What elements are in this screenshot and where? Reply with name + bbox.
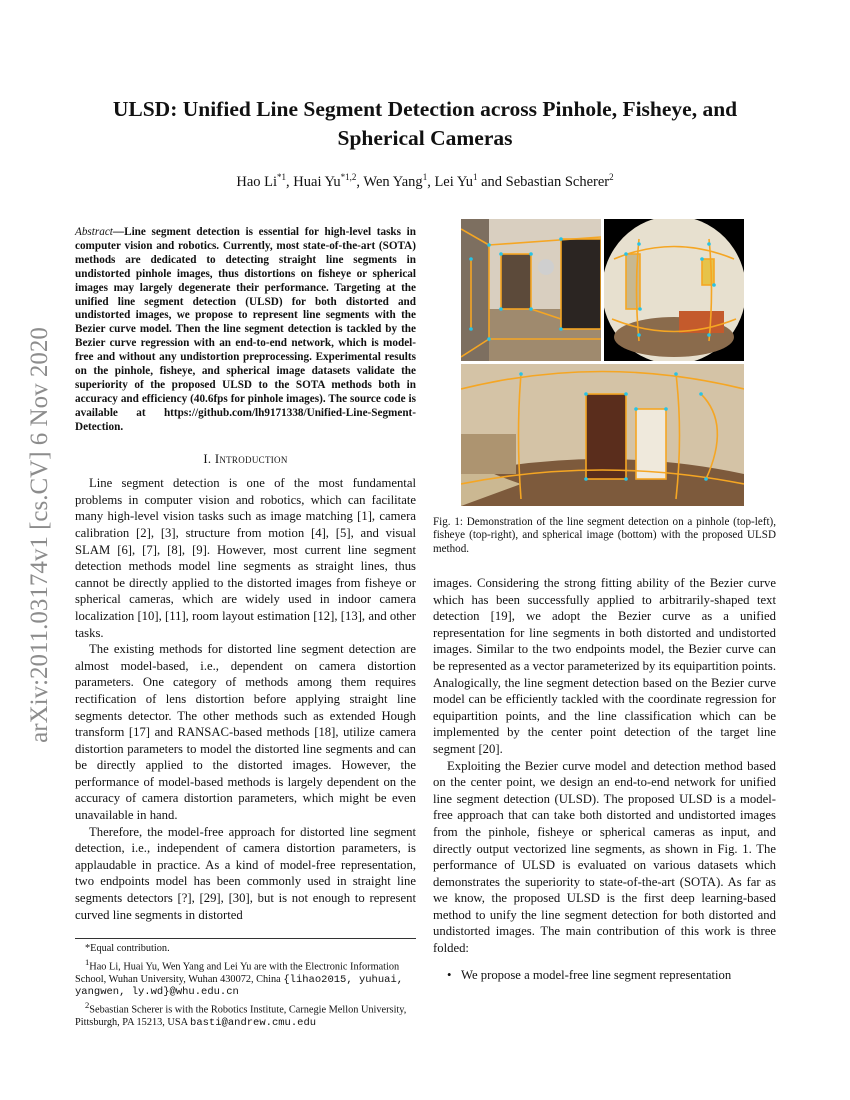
body-paragraph: images. Considering the strong fitting ability of the Bezier curve which has been successfully applied to arbitrarily-shaped text detection [19], we adopt the Bezier curve as a unified representation for line segments in both distorted and undistorted images. Similar to the two endpoints model, the Bezier curve can be represented as a vector parameterized by its equipartition points. Analogically, the line segment detection based on the Bezier curve model can be efficiently tackled with the coordinate regression for equipartition points, and the line classification which can be implemented by the center point detection of the target line segment [20]. xyxy=(433,576,776,756)
figure-1 xyxy=(461,219,744,506)
arxiv-stamp xyxy=(25,295,55,775)
footnote-sup: 1 xyxy=(85,956,90,967)
contribution-list xyxy=(433,967,776,984)
body-paragraph: Line segment detection is one of the most fundamental problems in computer vision and robotics, which can facilitate many high-level vision tasks such as image matching [1], camera calibration [2], [3], structure from motion [4], [5], and visual SLAM [6], [7], [8], [9]. However, most current line segment detection methods model line segments as straight lines, thus cannot be directly applied to the distorted images from fisheye or spherical cameras, which are widely used in indoor camera localization [10], [11], room layout estimation [12], [13], and other tasks. xyxy=(75,476,416,640)
contribution-item: • We propose a model-free line segment representation xyxy=(433,967,776,984)
footnote-affil1-text: Hao Li, Huai Yu, Wen Yang and Lei Yu are with the Electronic Information School, Wuhan University, Wuhan 430072, China xyxy=(75,961,400,985)
body-paragraph: Therefore, the model-free approach for distorted line segment detection, i.e., independent of camera distortion parameters, is applaudable in practice. As a kind of model-free representation, two endpoints model has been commonly used in straight line segments detectors [?], [29], [30], but is not enough to represent curved line segments in distorted xyxy=(75,824,416,922)
author-name: Hao Li xyxy=(236,173,278,190)
author-separator: , xyxy=(427,173,435,190)
abstract xyxy=(75,226,416,435)
author-name: Wen Yang xyxy=(363,173,423,190)
author-affil-sup: 1 xyxy=(472,172,478,182)
right-column xyxy=(433,575,776,983)
body-paragraph: Exploiting the Bezier curve model and detection method based on the center point, we design an end-to-end network for unified line segment detection (ULSD). The proposed ULSD is a model-free approach that can take both distorted and undistorted images from the pinhole, fisheye or spherical cameras as input, and directly output vectorized line segments, as shown in Fig. 1. The performance of ULSD is evaluated on various datasets which demonstrates the superiority to state-of-the-art (SOTA). As far as we know, the proposed ULSD is the first deep learning-based method to unify the line segment detection for both distorted and undistorted images. The main contribution of this work is three folded: xyxy=(433,758,776,956)
section-number: I. xyxy=(203,451,215,466)
footnote-affil1-email: {lihao2015, yuhuai, yangwen, ly.wd}@whu.edu.cn xyxy=(75,973,404,999)
abstract-dash: — xyxy=(112,226,125,238)
author-affil-sup: 2 xyxy=(609,172,614,182)
abstract-label: Abstract xyxy=(75,226,113,238)
footnote-affiliation-1 xyxy=(75,956,416,999)
body-paragraph: The existing methods for distorted line segment detection are almost model-based, i.e., dependent on camera distortion parameters. One category of methods among them requires rectification of lens distortion before applying straight line segments detector. The other methods such as extended Hough transform [17] and RANSAC-based methods [18], utilize camera distortion parameters to model the distorted line segments and can be directly applied to the distorted images. However, the performance of model-based methods is largely dependent on the accuracy of camera distortion parameters, which might be even unavailable in hand. xyxy=(75,642,416,823)
footnotes xyxy=(75,938,416,1029)
footnote-affiliation-2 xyxy=(75,999,416,1030)
author-name: Lei Yu xyxy=(434,173,473,190)
footnote-equal-contribution: *Equal contribution. xyxy=(85,943,170,954)
author-affil-sup: 1 xyxy=(422,172,428,182)
author-list xyxy=(75,172,775,191)
author-name: Sebastian Scherer xyxy=(505,173,610,190)
arxiv-stamp-text: arXiv:2011.03174v1 [cs.CV] 6 Nov 2020 xyxy=(26,327,53,743)
section-title: Introduction xyxy=(214,451,288,466)
author-affil-sup: *1,2 xyxy=(340,172,357,182)
footnote-affil2-text: Sebastian Scherer is with the Robotics Institute, Carnegie Mellon University, Pittsburgh, PA 15213, USA xyxy=(75,1004,407,1028)
figure-caption: Fig. 1: Demonstration of the line segment detection on a pinhole (top-left), fisheye (top-right), and spherical image (bottom) with the proposed ULSD method. xyxy=(433,516,776,555)
author-separator: , xyxy=(356,173,364,190)
section-heading-introduction xyxy=(75,451,416,468)
left-column xyxy=(75,226,416,923)
author-affil-sup: *1 xyxy=(277,172,287,182)
pinhole-image xyxy=(461,219,601,361)
footnote-affil2-email: basti@andrew.cmu.edu xyxy=(190,1016,317,1029)
author-separator: , xyxy=(286,173,294,190)
author-separator: and xyxy=(477,173,506,190)
abstract-text: Line segment detection is essential for high-level tasks in computer vision and robotics. Currently, most state-of-the-art (SOTA) methods are dedicated to detecting straight line segments in undistorted pinhole images, thus distortions on fisheye or spherical images may largely degenerate their performance. Targeting at the unified line segment detection (ULSD) for both distorted and undistorted images, we propose to represent line segments with the Bezier curve model. Then the line segment detection is tackled by the Bezier curve regression with an end-to-end network, which is model-free and without any undistortion preprocessing. Experimental results on the pinhole, fisheye, and spherical image datasets validate the superiority of the proposed ULSD to the SOTA methods both in accuracy and efficiency (40.6fps for pinhole images). The source code is available at https://github.com/lh9171338/Unified-Line-Segment-Detection. xyxy=(75,226,416,433)
footnote-sup: 2 xyxy=(85,999,90,1010)
fisheye-image xyxy=(604,219,744,361)
author-name: Huai Yu xyxy=(293,173,341,190)
paper-title: ULSD: Unified Line Segment Detection across Pinhole, Fisheye, and Spherical Cameras xyxy=(112,97,738,150)
spherical-image xyxy=(461,364,744,506)
